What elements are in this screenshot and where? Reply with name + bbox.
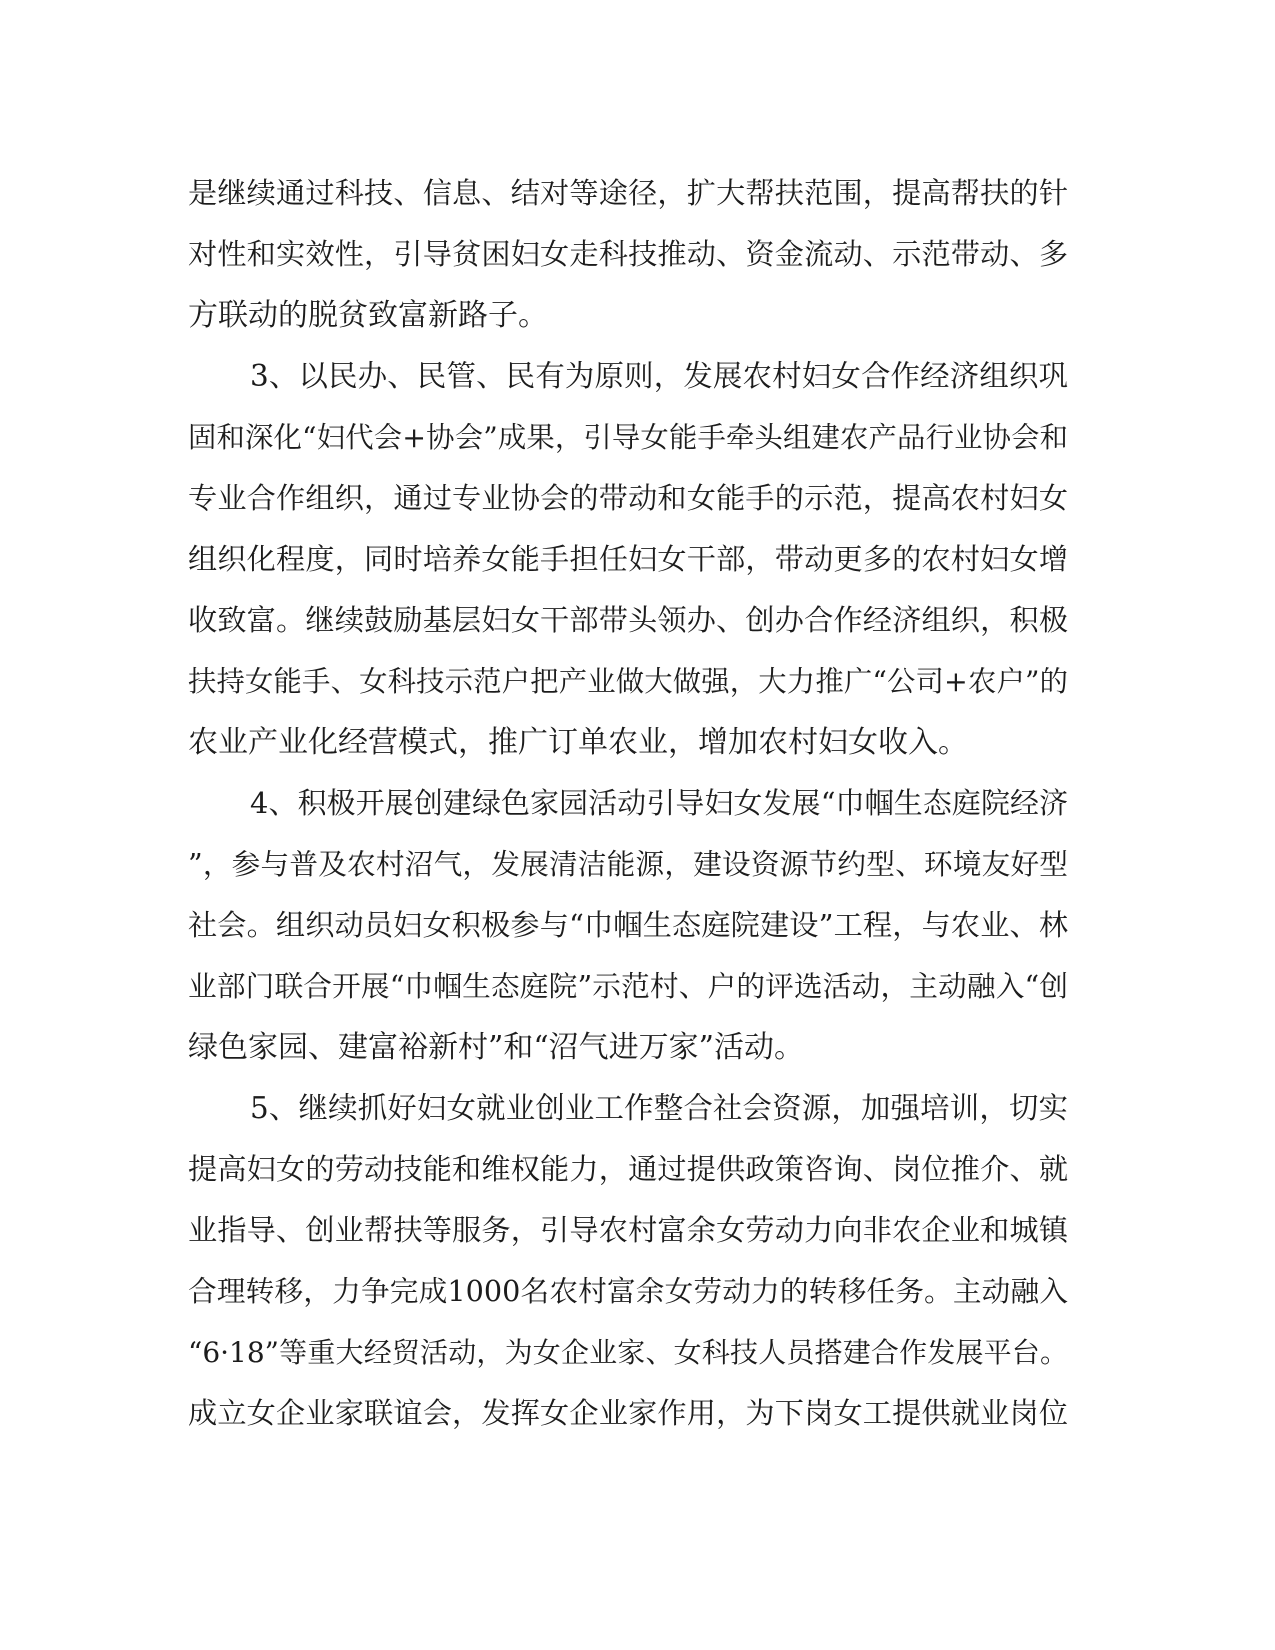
paragraph-line: 固和深化“妇代会+协会”成果，引导女能手牵头组建农产品行业协会和: [188, 421, 1068, 454]
paragraph-line: 农业产业化经营模式，推广订单农业，增加农村妇女收入。: [188, 725, 968, 760]
paragraph-line: 收致富。继续鼓励基层妇女干部带头领办、创办合作经济组织，积极: [188, 603, 1068, 637]
paragraph-line: ”，参与普及农村沼气，发展清洁能源，建设资源节约型、环境友好型: [188, 847, 1068, 881]
paragraph-line-indented: 5、继续抓好妇女就业创业工作整合社会资源，加强培训，切实: [250, 1091, 1068, 1125]
paragraph-line: 社会。组织动员妇女积极参与“巾帼生态庭院建设”工程，与农业、林: [188, 908, 1068, 942]
paragraph-line: 绿色家园、建富裕新村”和“沼气进万家”活动。: [188, 1030, 805, 1065]
paragraph-line-indented: 3、以民办、民管、民有为原则，发展农村妇女合作经济组织巩: [250, 359, 1068, 393]
paragraph-line: 组织化程度，同时培养女能手担任妇女干部，带动更多的农村妇女增: [188, 542, 1068, 576]
paragraph-line: 方联动的脱贫致富新路子。: [188, 298, 548, 333]
paragraph-line: 成立女企业家联谊会，发挥女企业家作用，为下岗女工提供就业岗位: [188, 1396, 1068, 1430]
document-body: [188, 163, 1068, 1444]
paragraph-line: 是继续通过科技、信息、结对等途径，扩大帮扶范围，提高帮扶的针: [188, 176, 1068, 210]
paragraph-line: 专业合作组织，通过专业协会的带动和女能手的示范，提高农村妇女: [188, 481, 1068, 515]
paragraph-line: 合理转移，力争完成1000名农村富余女劳动力的转移任务。主动融入: [188, 1274, 1068, 1308]
paragraph-line: 扶持女能手、女科技示范户把产业做大做强，大力推广“公司+农户”的: [188, 665, 1068, 698]
paragraph-line: 业指导、创业帮扶等服务，引导农村富余女劳动力向非农企业和城镇: [188, 1213, 1068, 1247]
paragraph-line: 业部门联合开展“巾帼生态庭院”示范村、户的评选活动，主动融入“创: [188, 969, 1068, 1003]
paragraph-line-indented: 4、积极开展创建绿色家园活动引导妇女发展“巾帼生态庭院经济: [250, 786, 1068, 820]
paragraph-line: 提高妇女的劳动技能和维权能力，通过提供政策咨询、岗位推介、就: [188, 1152, 1068, 1186]
paragraph-line: 对性和实效性，引导贫困妇女走科技推动、资金流动、示范带动、多: [188, 237, 1068, 271]
paragraph-line: “6·18”等重大经贸活动，为女企业家、女科技人员搭建合作发展平台。: [188, 1336, 1068, 1369]
